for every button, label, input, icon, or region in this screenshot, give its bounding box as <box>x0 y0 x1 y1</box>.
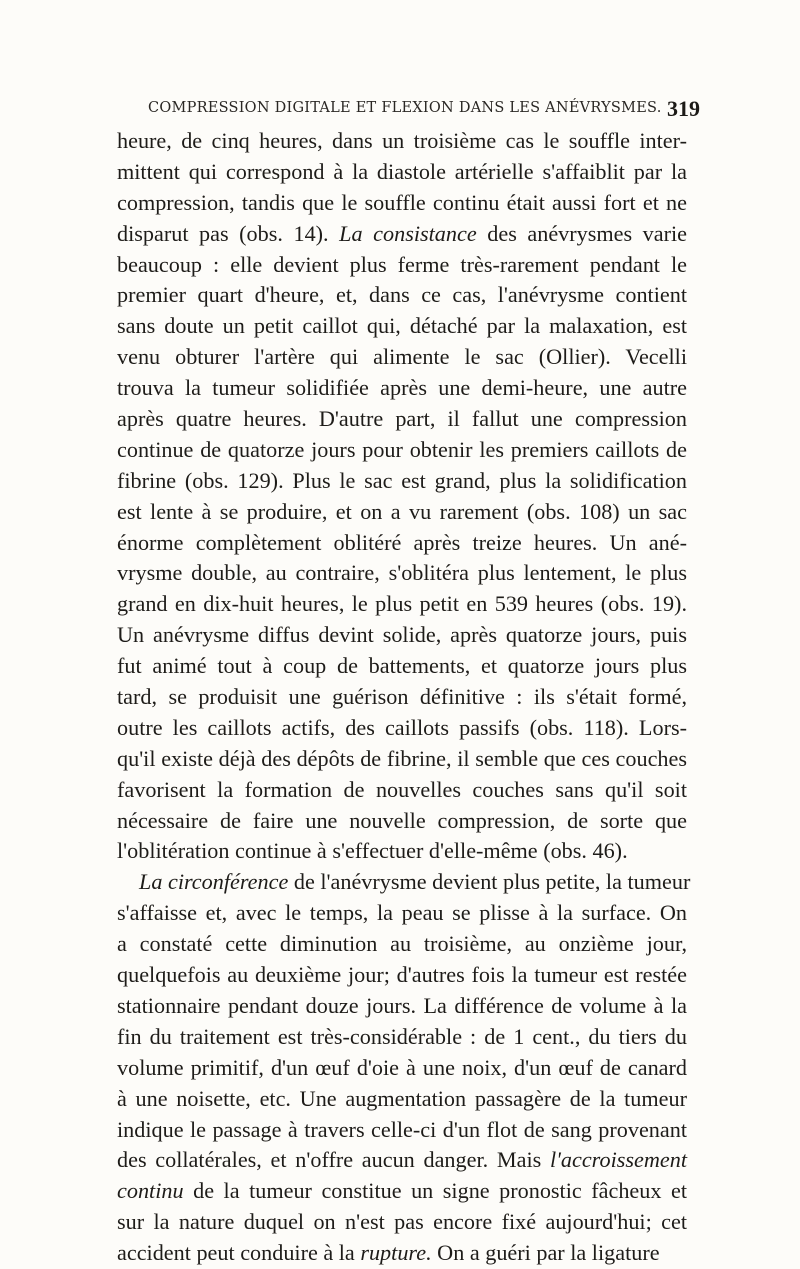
text-line: a constaté cette diminution au troisième, au onzième jour, <box>117 931 687 957</box>
text-line: nécessaire de faire une nouvelle compression, de sorte que <box>117 807 687 833</box>
text-line: tard, se produisit une guérison définitive : ils s'était formé, <box>117 684 687 710</box>
text-line: quelquefois au deuxième jour; d'autres fois la tumeur est restée <box>117 962 687 988</box>
italic-term: l'accroissement <box>549 1147 687 1173</box>
text-line: La circonférence de l'anévrysme devient plus petite, la tumeur <box>139 869 691 895</box>
text-line: des collatérales, et n'offre aucun danger. Mais l'accroissement <box>117 1147 687 1173</box>
text-line: outre les caillots actifs, des caillots passifs (obs. 118). Lors- <box>117 714 687 740</box>
text-line: indique le passage à travers celle-ci d'un flot de sang provenant <box>117 1116 687 1142</box>
text-line: s'affaisse et, avec le temps, la peau se plisse à la surface. On <box>117 900 687 926</box>
running-title: COMPRESSION DIGITALE ET FLEXION DANS LES ANÉVRYSMES. <box>148 100 662 116</box>
text-line: heure, de cinq heures, dans un troisième cas le souffle inter- <box>117 128 687 153</box>
text-line: après quatre heures. D'autre part, il fallut une compression <box>117 406 687 432</box>
page-header <box>140 96 700 126</box>
text-line: fut animé tout à coup de battements, et quatorze jours plus <box>117 653 687 679</box>
text-line: continue de quatorze jours pour obtenir les premiers caillots de <box>117 436 687 462</box>
text-line: stationnaire pendant douze jours. La différence de volume à la <box>117 992 687 1018</box>
text-line: volume primitif, d'un œuf d'oie à une noix, d'un œuf de canard <box>117 1054 687 1080</box>
text-line: l'oblitération continue à s'effectuer d'elle-même (obs. 46). <box>117 838 628 864</box>
text-line: compression, tandis que le souffle continu était aussi fort et ne <box>117 189 687 215</box>
page-number: 319 <box>667 96 700 121</box>
italic-term: continu <box>117 1178 184 1204</box>
text-line: accident peut conduire à la rupture. On a guéri par la ligature <box>117 1240 660 1266</box>
text-line: trouva la tumeur solidifiée après une demi-heure, une autre <box>117 375 687 401</box>
italic-term: rupture. <box>360 1240 432 1266</box>
text-line: grand en dix-huit heures, le plus petit en 539 heures (obs. 19). <box>117 591 687 617</box>
body-text <box>117 126 691 1269</box>
text-line: énorme complètement oblitéré après treize heures. Un ané- <box>117 529 687 555</box>
text-line: fibrine (obs. 129). Plus le sac est grand, plus la solidification <box>117 467 687 493</box>
text-line: favorisent la formation de nouvelles couches sans qu'il soit <box>117 776 687 802</box>
italic-term: La circonférence <box>139 869 289 895</box>
text-line: sans doute un petit caillot qui, détaché par la malaxation, est <box>117 313 687 339</box>
text-line: qu'il existe déjà des dépôts de fibrine, il semble que ces couches <box>117 745 687 771</box>
text-line: à une noisette, etc. Une augmentation passagère de la tumeur <box>117 1085 687 1111</box>
text-line: est lente à se produire, et on a vu rarement (obs. 108) un sac <box>117 498 687 524</box>
text-line: mittent qui correspond à la diastole artérielle s'affaiblit par la <box>117 158 687 184</box>
text-line: venu obturer l'artère qui alimente le sac (Ollier). Vecelli <box>117 344 687 370</box>
text-line: beaucoup : elle devient plus ferme très-rarement pendant le <box>117 251 687 277</box>
text-line: fin du traitement est très-considérable : de 1 cent., du tiers du <box>117 1023 687 1049</box>
text-line: disparut pas (obs. 14). La consistance des anévrysmes varie <box>117 220 688 246</box>
italic-term: La consistance <box>339 220 477 246</box>
text-line: sur la nature duquel on n'est pas encore fixé aujourd'hui; cet <box>117 1209 687 1235</box>
text-line: vrysme double, au contraire, s'oblitéra plus lentement, le plus <box>117 560 687 586</box>
text-line: continu de la tumeur constitue un signe pronostic fâcheux et <box>117 1178 688 1204</box>
text-line: Un anévrysme diffus devint solide, après quatorze jours, puis <box>117 622 687 648</box>
text-line: premier quart d'heure, et, dans ce cas, l'anévrysme contient <box>117 282 687 308</box>
